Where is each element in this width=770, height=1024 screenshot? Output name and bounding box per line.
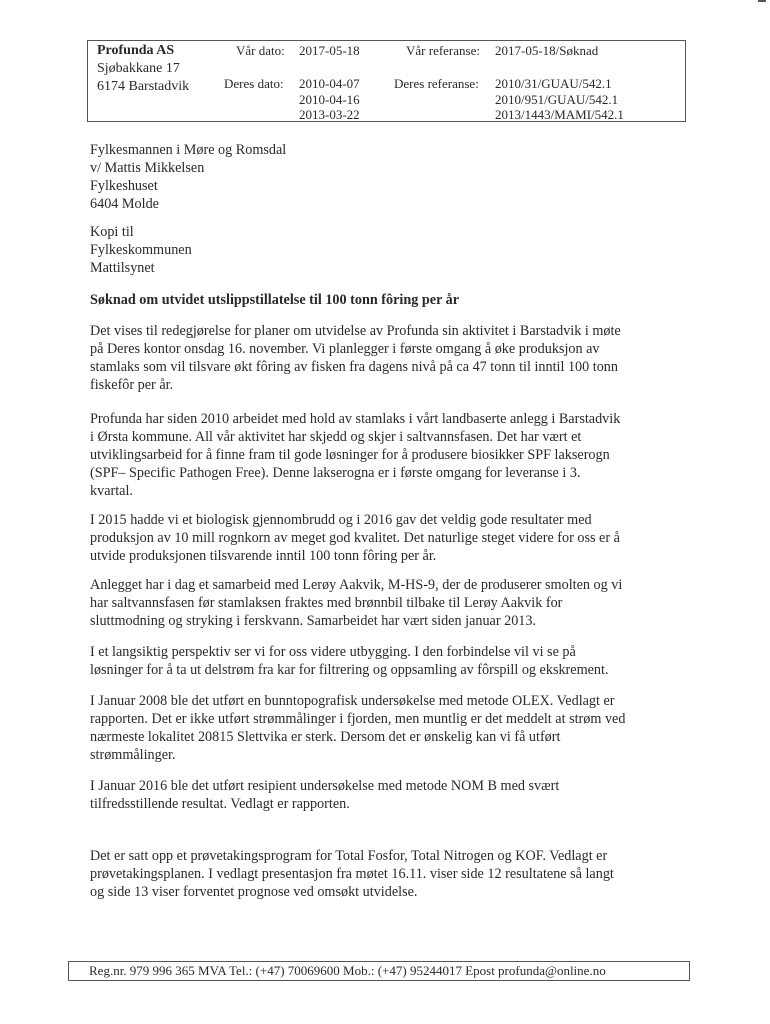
- deres-referanse-value: 2010/31/GUAU/542.1: [495, 76, 612, 91]
- text-line: prøvetakingsplanen. I vedlagt presentasjon fra møtet 16.11. viser side 12 resultatene så langt: [90, 866, 614, 882]
- subject-heading: Søknad om utvidet utslippstillatelse til 100 tonn fôring per år: [90, 292, 460, 308]
- var-dato-value: 2017-05-18: [299, 43, 360, 58]
- recipient-line: Fylkesmannen i Møre og Romsdal: [90, 142, 287, 158]
- paragraph: [90, 511, 690, 565]
- text-line: løsninger for å ta ut delstrøm fra kar for filtrering og oppsamling av fôrspill og ekskrement.: [90, 662, 609, 678]
- address-line: Sjøbakkane 17: [97, 61, 180, 76]
- deres-referanse-value: 2013/1443/MAMI/542.1: [495, 107, 624, 122]
- paragraph: [90, 692, 690, 764]
- address-line: 6174 Barstadvik: [97, 79, 190, 94]
- text-line: fiskefôr per år.: [90, 377, 174, 393]
- deres-referanse-label: Deres referanse:: [394, 76, 479, 91]
- recipient-line: Fylkeshuset: [90, 178, 158, 194]
- var-referanse-label: Vår referanse:: [406, 43, 480, 58]
- deres-dato-label: Deres dato:: [224, 76, 284, 91]
- var-referanse-value: 2017-05-18/Søknad: [495, 43, 599, 58]
- copy-line: Kopi til: [90, 224, 134, 240]
- letterhead-box: [87, 40, 686, 122]
- deres-dato-value: 2013-03-22: [299, 107, 360, 122]
- text-line: utviklingsarbeid for å finne fram til gode løsninger for å produsere biosikker SPF lakserogn: [90, 447, 610, 463]
- text-line: har saltvannsfasen før stamlaksen fraktes med brønnbil tilbake til Lerøy Aakvik for: [90, 595, 563, 611]
- deres-dato-value: 2010-04-07: [299, 76, 360, 91]
- text-line: rapporten. Det er ikke utført strømmålinger i fjorden, men muntlig er det meddelt at strøm ved: [90, 711, 626, 727]
- paragraph: [90, 576, 690, 630]
- scan-mark: [758, 0, 766, 2]
- copy-block: [90, 223, 690, 277]
- text-line: på Deres kontor onsdag 16. november. Vi planlegger i første omgang å øke produksjon av: [90, 341, 600, 357]
- text-line: kvartal.: [90, 483, 133, 499]
- text-line: stamlaks som vil tilsvare økt fôring av fisken fra dagens nivå på ca 47 tonn til inntil 100 tonn: [90, 359, 618, 375]
- text-line: nærmeste lokalitet 20815 Slettvika er sterk. Dersom det er ønskelig kan vi få utført: [90, 729, 561, 745]
- recipient-line: v/ Mattis Mikkelsen: [90, 160, 205, 176]
- var-dato-label: Vår dato:: [236, 43, 285, 58]
- text-line: sluttmodning og stryking i ferskvann. Samarbeidet har vært siden januar 2013.: [90, 613, 537, 629]
- paragraph: [90, 777, 690, 813]
- paragraph: [90, 322, 690, 394]
- text-line: Det vises til redegjørelse for planer om utvidelse av Profunda sin aktivitet i Barstadvik i møte: [90, 323, 621, 339]
- paragraph: [90, 410, 690, 500]
- copy-line: Fylkeskommunen: [90, 242, 192, 258]
- text-line: og side 13 viser forventet prognose ved omsøkt utvidelse.: [90, 884, 418, 900]
- text-line: i Ørsta kommune. All vår aktivitet har skjedd og skjer i saltvannsfasen. Det har vært et: [90, 429, 582, 445]
- text-line: tilfredsstillende resultat. Vedlagt er rapporten.: [90, 796, 350, 812]
- text-line: (SPF– Specific Pathogen Free). Denne lakserogna er i første omgang for leveranse i 3.: [90, 465, 581, 481]
- sender-address: [97, 42, 189, 96]
- text-line: Profunda har siden 2010 arbeidet med hold av stamlaks i vårt landbaserte anlegg i Barstadvik: [90, 411, 621, 427]
- text-line: utvide produksjonen tilsvarende inntil 100 tonn fôring per år.: [90, 548, 437, 564]
- copy-line: Mattilsynet: [90, 260, 155, 276]
- deres-referanse-value: 2010/951/GUAU/542.1: [495, 92, 619, 107]
- text-line: I Januar 2016 ble det utført resipient undersøkelse med metode NOM B med svært: [90, 778, 560, 794]
- paragraph: [90, 847, 690, 901]
- text-line: I et langsiktig perspektiv ser vi for oss videre utbygging. I den forbindelse vil vi se på: [90, 644, 576, 660]
- company-name: Profunda AS: [97, 43, 175, 58]
- text-line: produksjon av 10 mill rognkorn av meget god kvalitet. Det naturlige steget videre for oss er å: [90, 530, 620, 546]
- footer-contact-bar: Reg.nr. 979 996 365 MVA Tel.: (+47) 70069600 Mob.: (+47) 95244017 Epost profunda@online.no: [68, 961, 690, 981]
- text-line: Det er satt opp et prøvetakingsprogram for Total Fosfor, Total Nitrogen og KOF. Vedlagt er: [90, 848, 608, 864]
- recipient-line: 6404 Molde: [90, 196, 159, 212]
- text-line: I Januar 2008 ble det utført en bunntopografisk undersøkelse med metode OLEX. Vedlagt er: [90, 693, 615, 709]
- text-line: strømmålinger.: [90, 747, 176, 763]
- recipient-block: [90, 141, 690, 213]
- text-line: Anlegget har i dag et samarbeid med Lerøy Aakvik, M-HS-9, der de produserer smolten og vi: [90, 577, 623, 593]
- text-line: I 2015 hadde vi et biologisk gjennombrudd og i 2016 gav det veldig gode resultater med: [90, 512, 592, 528]
- deres-dato-value: 2010-04-16: [299, 92, 360, 107]
- paragraph: [90, 643, 690, 679]
